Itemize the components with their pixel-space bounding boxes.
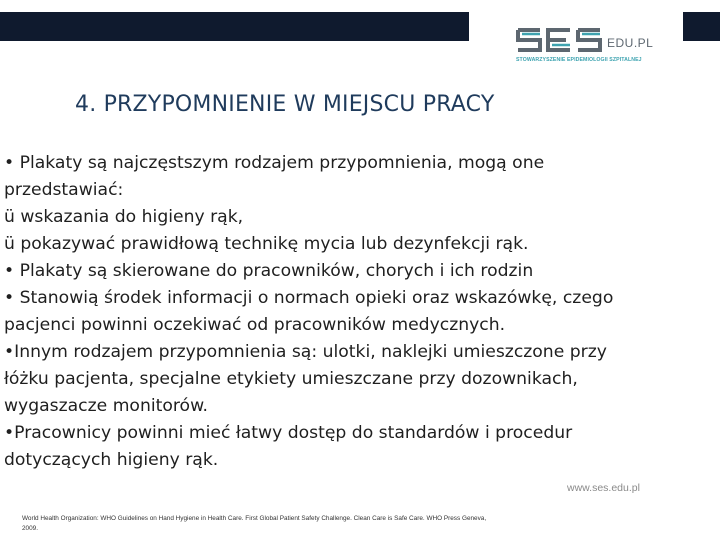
header-bar <box>0 12 469 41</box>
logo-tagline: STOWARZYSZENIE EPIDEMIOLOGII SZPITALNEJ <box>516 57 642 63</box>
body-line: • Stanowią środek informacji o normach opieki oraz wskazówkę, czego <box>4 288 614 308</box>
footnote-line: 2009. <box>22 525 38 532</box>
body-line: ü pokazywać prawidłową technikę mycia lub dezynfekcji rąk. <box>4 234 529 254</box>
footnote-reference <box>22 514 662 534</box>
body-line: dotyczących higieny rąk. <box>4 450 219 470</box>
body-line: • Plakaty są najczęstszym rodzajem przypomnienia, mogą one <box>4 153 545 173</box>
header-bar-right <box>683 12 720 41</box>
body-line: przedstawiać: <box>4 180 124 200</box>
footnote-line: World Health Organization: WHO Guidelines on Hand Hygiene in Health Care. First Global Patient Safety Challenge. Clean Care is Safe Care. WHO Press Geneva, <box>22 515 487 522</box>
logo-edu-text: EDU.PL <box>607 36 654 50</box>
slide-body <box>4 150 704 474</box>
website-url: www.ses.edu.pl <box>567 482 640 494</box>
ses-logo-mark <box>516 26 608 54</box>
slide-title: 4. PRZYPOMNIENIE W MIEJSCU PRACY <box>75 92 495 117</box>
body-line: łóżku pacjenta, specjalne etykiety umieszczane przy dozownikach, <box>4 369 578 389</box>
body-line: pacjenci powinni oczekiwać od pracowników medycznych. <box>4 315 506 335</box>
body-line: •Innym rodzajem przypomnienia są: ulotki, naklejki umieszczone przy <box>4 342 607 362</box>
body-line: • Plakaty są skierowane do pracowników, chorych i ich rodzin <box>4 261 534 281</box>
body-line: ü wskazania do higieny rąk, <box>4 207 244 227</box>
body-line: •Pracownicy powinni mieć łatwy dostęp do standardów i procedur <box>4 423 573 443</box>
body-line: wygaszacze monitorów. <box>4 396 209 416</box>
ses-logo <box>516 26 656 68</box>
